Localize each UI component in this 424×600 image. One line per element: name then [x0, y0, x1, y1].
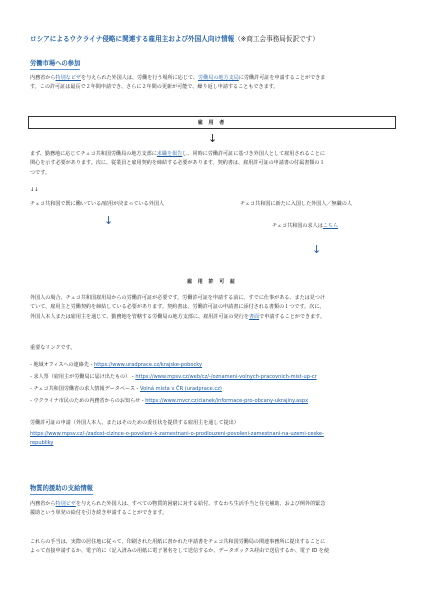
text: よって直接申請するか、電子的に（記入済みの用紙に電子署名をして送信するか、データボックス経由で送信するか、電子 ID を使 [30, 548, 329, 555]
text: - 求人票（雇用主が労働局に届け出たもの） - [30, 374, 136, 380]
document-title [30, 33, 400, 43]
text: - チェコ共和国労働省の求人情報データベース - [30, 386, 141, 392]
text: す。この許可証は最長で２年間申請でき、さらに２年間の更新が可能で、繰り返し申請することもできます。 [30, 84, 279, 91]
text: 外国人本人または雇用主を通じて、勤務地を管轄する労働局の地方支部に、雇用許可証の発行を [30, 313, 249, 320]
case-already-employed: チェコ共和国で既に働いている/雇用が決まっている外国人 [30, 201, 165, 207]
section2-paragraph-2 [30, 538, 402, 557]
list-item [30, 373, 317, 380]
report-job-search-link[interactable]: 求職を報告 [156, 151, 183, 157]
section1-paragraph-3 [30, 294, 402, 322]
job-vacancies-link[interactable]: https://www.mpsv.cz/web/cz/-/oznameni-volnych-pracovnich-mist-up-cr [135, 374, 317, 380]
text: に労働許可証を申請することができま [238, 75, 326, 81]
text: チェコ共和国の求人は [272, 223, 323, 229]
title-main: ロシアによるウクライナ侵略に関連する雇用主および外国人向け情報 [30, 35, 235, 43]
double-down-arrow-icon: ↓↓ [30, 187, 39, 193]
case-newly-arrived: チェコ共和国に新たに入国した外国人／無職の人 [240, 201, 352, 207]
permit-application-link[interactable]: https://www.mpsv.cz/-/zadost-cizince-o-povoleni-k-zamestnani-o-prodlouzeni-povoleni-zamestnani-na-uzemi-ceske- [30, 431, 324, 437]
text: で申請することができます。 [259, 313, 325, 320]
down-arrow-icon: ↓ [208, 132, 218, 145]
text: を与えられた外国人は、すべての物質的困窮に対する給付、すなわち生活手当と住宅補助、および例外的緊急 [75, 501, 326, 507]
labor-office-branch-link[interactable]: 労働局の地方支局 [198, 75, 239, 81]
text: - 地域オフィスへの連絡先 - [30, 362, 95, 368]
written-application-link[interactable]: 書面 [248, 313, 260, 320]
interior-ministry-info-link[interactable]: https://www.mvcr.cz/clanek/informace-pro-obcany-ukrajiny.aspx [145, 398, 309, 404]
text: 関心を示す必要があります。次に、従業員と雇用契約を締結する必要があります。契約書は、雇用許可証の申請書の付属書類の１ [30, 160, 325, 167]
down-arrow-right-icon: ↓ [312, 243, 322, 256]
vacancies-database-link[interactable]: Volná místa v ČR (uradprace.cz) [140, 386, 222, 392]
text: まず、勤務地に応じてチェコ共和国労働局の地方支部に [30, 151, 157, 157]
text: 外国人の場合、チェコ共和国雇用局からの労働許可証が必要です。労働許可証を申請する前に、すでに仕事がある、または見つけ [30, 295, 326, 301]
special-visa-link-2[interactable]: 特別ビザ [55, 501, 76, 507]
text: 内務省から [30, 501, 56, 507]
text: ていて、雇用主と労働契約を締結している必要があります。契約書は、労働許可証の申請書に添付される書類の１つです。次に、 [30, 304, 325, 311]
section-heading-labor-market: 労働市場への参加 [30, 58, 80, 70]
regional-offices-link[interactable]: https://www.uradprace.cz/krajske-pobocky [94, 362, 203, 368]
text: - ウクライナ市民のための内務省からのお知らせ - [30, 398, 146, 404]
job-offers-link[interactable]: こちら [322, 223, 339, 229]
title-note: （※商工会事務局仮訳です） [234, 35, 319, 43]
text: 内務省から [30, 75, 56, 81]
permit-application-link-cont[interactable]: republiky [30, 440, 54, 447]
text: つです。 [30, 169, 50, 176]
section1-paragraph-2 [30, 150, 402, 178]
employer-label: 雇 用 者 [197, 120, 227, 126]
links-intro: 重要なリンクです。 [30, 345, 76, 351]
down-arrow-left-icon: ↓ [104, 214, 114, 227]
text: を与えられた外国人は、労働を行う場所に応じて、 [80, 75, 199, 81]
text: 援助という単発の給付を引き続き申請することができます。 [30, 510, 168, 517]
work-permit-label: 雇 用 許 可 証 [187, 279, 237, 285]
list-item [30, 397, 308, 404]
job-offers-line [272, 222, 338, 231]
permit-application-label: 労働許可証の申請（外国人本人、またはそのための委任状を提供する雇用主を通して提出） [30, 420, 239, 426]
employer-box [28, 116, 396, 129]
section-heading-material-aid: 物質的援助の支給情報 [30, 483, 93, 495]
section1-paragraph-1 [30, 74, 402, 93]
section2-paragraph-1 [30, 500, 402, 519]
list-item [30, 361, 202, 368]
special-visa-link[interactable]: 特別なビザ [55, 75, 81, 81]
text: これらの手当は、実際の居住地に従って、印刷された用紙に書かれた申請書をチェコ共和国労働局の関連事務所に提出することに [30, 539, 326, 545]
text: し、同時に労働許可証に基づき外国人として雇用されることに [182, 151, 325, 157]
permit-application-url[interactable] [30, 430, 402, 449]
list-item [30, 385, 222, 392]
